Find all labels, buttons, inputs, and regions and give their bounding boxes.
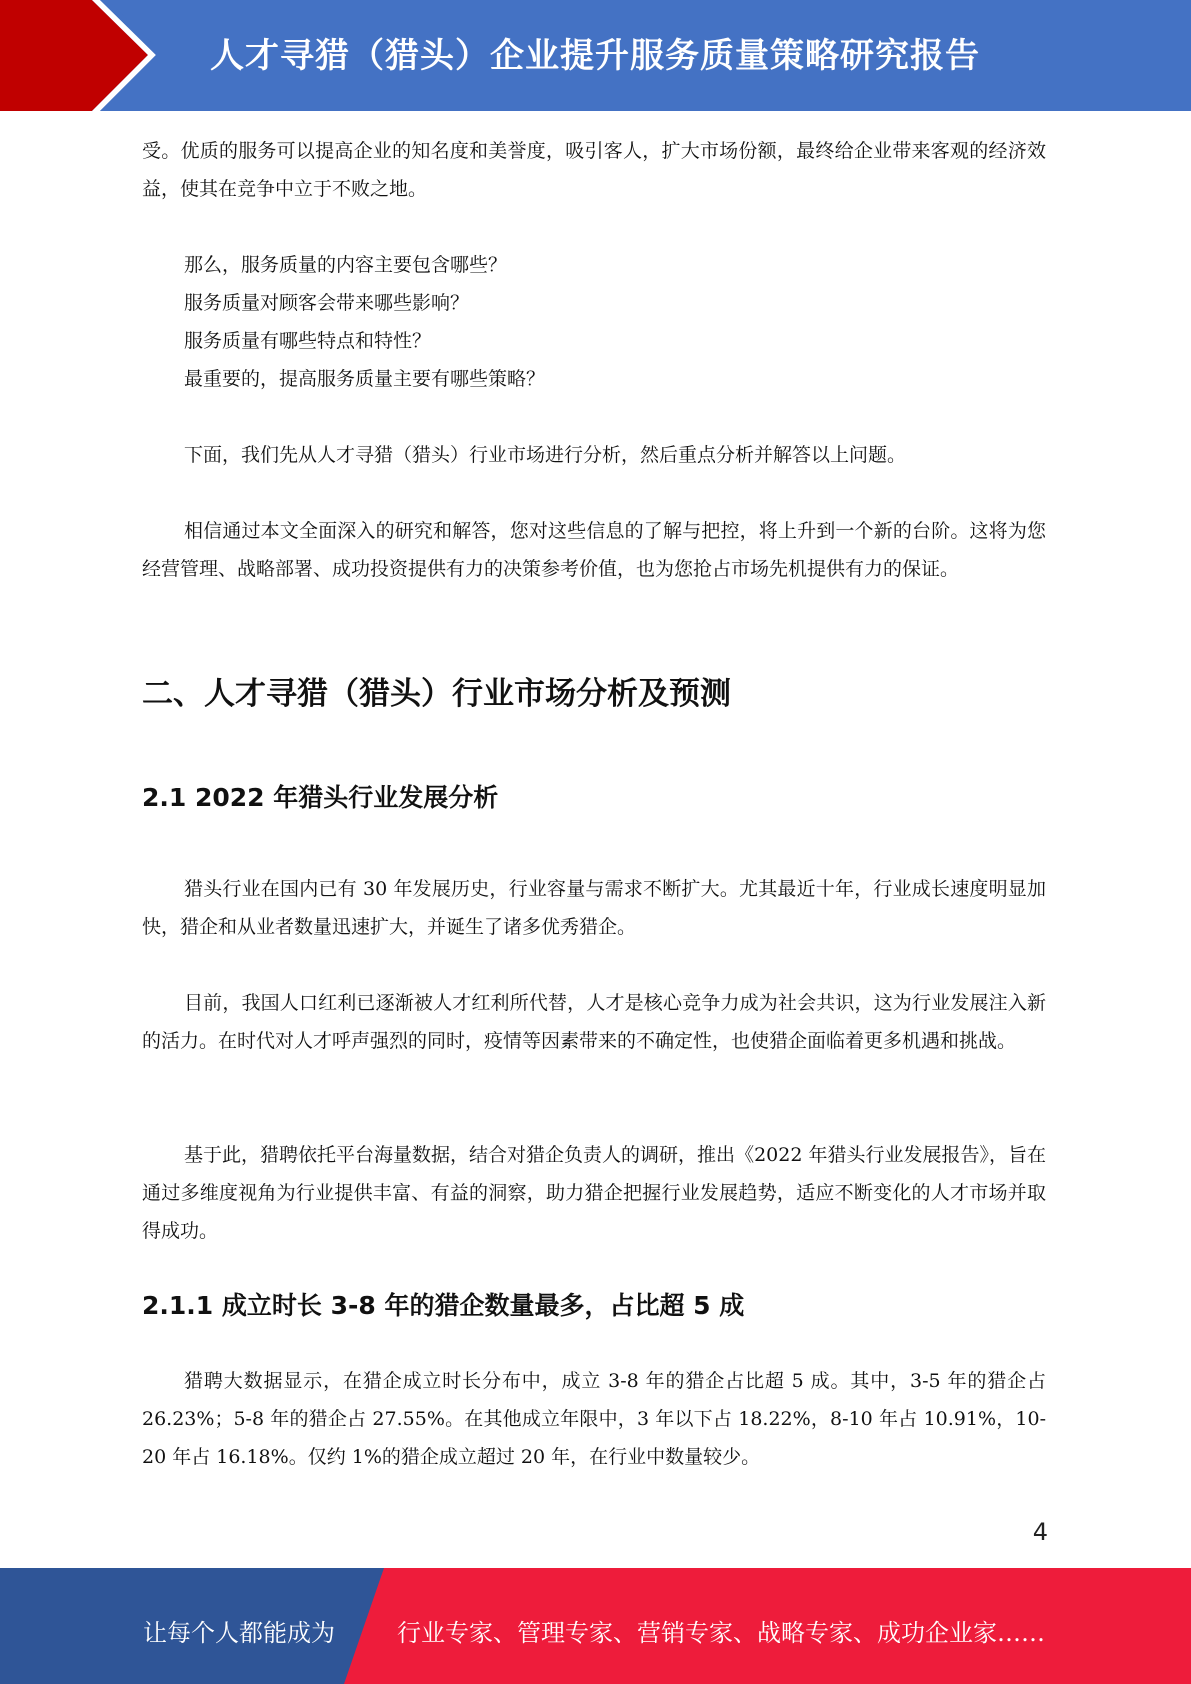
footer-slogan-left: 让每个人都能成为 xyxy=(143,1619,335,1647)
footer-slogan-right: 行业专家、管理专家、营销专家、战略专家、成功企业家…… xyxy=(397,1619,1045,1647)
page-number: 4 xyxy=(1032,1518,1048,1546)
section-heading: 二、人才寻猎（猎头）行业市场分析及预测 xyxy=(142,676,731,712)
subsection-heading: 2.1.1 成立时长 3-8 年的猎企数量最多，占比超 5 成 xyxy=(142,1291,745,1320)
body-paragraph: 猎头行业在国内已有 30 年发展历史，行业容量与需求不断扩大。尤其最近十年，行业成长速度明显加快，猎企和从业者数量迅速扩大，并诞生了诸多优秀猎企。 xyxy=(142,878,1046,938)
intro-paragraph: 受。优质的服务可以提高企业的知名度和美誉度，吸引客人，扩大市场份额，最终给企业带来客观的经济效益，使其在竞争中立于不败之地。 xyxy=(142,140,1046,200)
question-item: 服务质量有哪些特点和特性？ xyxy=(184,330,432,352)
header-title: 人才寻猎（猎头）企业提升服务质量策略研究报告 xyxy=(210,36,980,76)
value-paragraph: 相信通过本文全面深入的研究和解答，您对这些信息的了解与把控，将上升到一个新的台阶。这将为您经营管理、战略部署、成功投资提供有力的决策参考价值，也为您抢占市场先机提供有力的保证。 xyxy=(142,520,1046,580)
page-footer xyxy=(0,1568,1191,1684)
subsection-heading: 2.1 2022 年猎头行业发展分析 xyxy=(142,783,499,812)
page-header xyxy=(0,0,1191,111)
question-item: 服务质量对顾客会带来哪些影响？ xyxy=(184,292,470,314)
header-arrow-icon xyxy=(0,0,200,111)
body-paragraph: 猎聘大数据显示，在猎企成立时长分布中，成立 3-8 年的猎企占比超 5 成。其中，3-5 年的猎企占 26.23%；5-8 年的猎企占 27.55%。在其他成立年限中，3 年以下占 18.22%，8-10 年占 10.91%，10-20 年占 16.18%。仅约 1%的猎企成立超过 20 年，在行业中数量较少。 xyxy=(142,1370,1046,1468)
question-item: 最重要的，提高服务质量主要有哪些策略？ xyxy=(184,368,546,390)
question-item: 那么，服务质量的内容主要包含哪些？ xyxy=(184,254,508,276)
body-paragraph: 基于此，猎聘依托平台海量数据，结合对猎企负责人的调研，推出《2022 年猎头行业发展报告》，旨在通过多维度视角为行业提供丰富、有益的洞察，助力猎企把握行业发展趋势，适应不断变化的人才市场并取得成功。 xyxy=(142,1144,1046,1242)
body-paragraph: 目前，我国人口红利已逐渐被人才红利所代替，人才是核心竞争力成为社会共识，这为行业发展注入新的活力。在时代对人才呼声强烈的同时，疫情等因素带来的不确定性，也使猎企面临着更多机遇和挑战。 xyxy=(142,992,1046,1052)
analysis-intro-paragraph: 下面，我们先从人才寻猎（猎头）行业市场进行分析，然后重点分析并解答以上问题。 xyxy=(184,444,907,466)
